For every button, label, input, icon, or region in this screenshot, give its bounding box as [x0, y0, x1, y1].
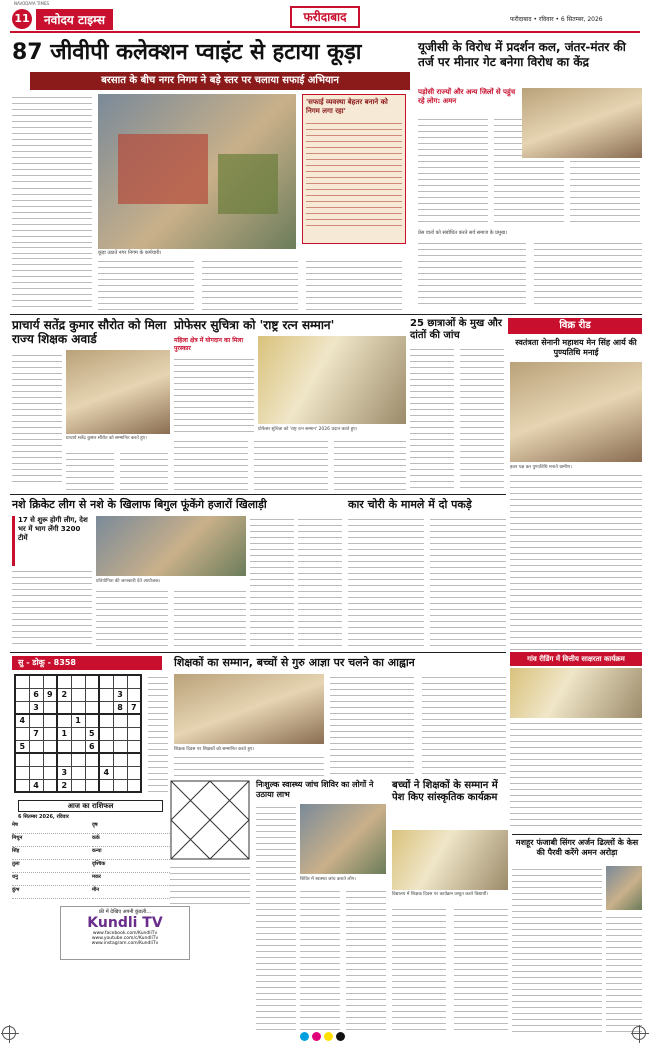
sudoku-cell [127, 740, 141, 753]
color-dot [324, 1032, 333, 1041]
rashifal-sign: कुंभ [12, 887, 90, 899]
sudoku-cell [71, 727, 85, 740]
lead-quote: 'सफाई व्यवस्था बेहतर बनाने को निगम लगा रहा' [306, 98, 388, 115]
story4-photo [258, 336, 406, 424]
story2-body-lower [418, 240, 642, 308]
sudoku-cell [113, 675, 127, 688]
story11-body [512, 866, 602, 1034]
story4-body2 [174, 438, 406, 490]
story2-headline: यूजीसी के विरोध में प्रदर्शन कल, जंतर-मंतर की तर्ज पर मीनार गेट बनेगा विरोध का केंद्र [418, 40, 626, 69]
story3-body [12, 352, 62, 487]
sudoku-cell: 2 [57, 779, 71, 792]
sudoku-cell [15, 701, 29, 714]
story9-caption: शिविर में स्वास्थ्य जांच कराते लोग। [300, 877, 356, 882]
lead-body-lower [98, 258, 406, 310]
sudoku-cell: 3 [113, 688, 127, 701]
story6-box [12, 516, 92, 566]
sudoku-cell [127, 727, 141, 740]
weekly-sub-body [510, 720, 642, 830]
sudoku-cell: 6 [29, 688, 43, 701]
color-dot [336, 1032, 345, 1041]
story5-headline: 25 छात्राओं के मुख और दांतों की जांच [410, 318, 502, 341]
sudoku-cell [29, 740, 43, 753]
sudoku-cell [127, 753, 141, 766]
story6-body2 [96, 588, 246, 648]
divider [10, 652, 506, 653]
sudoku-cell [43, 740, 57, 753]
story9-headline: निःशुल्क स्वास्थ्य जांच शिविर का लोगों ने उठाया लाभ [256, 780, 374, 799]
story9-photo [300, 804, 386, 874]
sudoku-cell: 5 [15, 740, 29, 753]
sudoku-cell [43, 727, 57, 740]
color-dot [300, 1032, 309, 1041]
story3-headline: प्राचार्य सतेंद्र कुमार सौरोत को मिला राज्य शिक्षक अवार्ड [12, 318, 167, 346]
sudoku-cell [127, 766, 141, 779]
sudoku-cell [85, 675, 99, 688]
tiny-header: NAVODAYA TIMES [14, 1, 50, 6]
dateline: फरीदाबाद • रविवार • 6 सितम्बर, 2026 [510, 16, 603, 23]
sudoku-cell [43, 675, 57, 688]
kundli-ad [60, 906, 190, 960]
story9-body [256, 804, 296, 1034]
sudoku-cell [113, 727, 127, 740]
sudoku-cell [85, 766, 99, 779]
story7-headline: कार चोरी के मामले में दो पकड़े [348, 498, 472, 511]
rashifal-date: 6 सितम्बर 2026, रविवार [18, 814, 69, 820]
story6-photo-caption: प्रतियोगिता की जानकारी देते आयोजक। [96, 579, 161, 584]
rashifal-sign: मिथुन [12, 835, 90, 847]
story11-body2 [606, 914, 642, 1034]
sudoku-cell: 4 [99, 766, 113, 779]
divider [512, 834, 642, 835]
page-number: 11 [12, 9, 32, 29]
sudoku-cell [71, 766, 85, 779]
sudoku-cell: 1 [71, 714, 85, 727]
story2-subhead: पड़ोसी राज्यों और अन्य जिलों से पहुंच रहे लोग: अमन [418, 88, 516, 105]
sudoku-cell: 4 [29, 779, 43, 792]
story10-body [392, 906, 508, 1034]
story8-body-lower [174, 754, 324, 776]
story4-headline: प्रोफेसर सुचित्रा को 'राष्ट्र रत्न सम्मान' [174, 318, 335, 332]
sudoku-cell [99, 740, 113, 753]
story6-box-title: 17 से शुरू होगी लीग, देश भर में भाग लेंगी 3200 टीमें [18, 516, 88, 542]
sudoku-cell [29, 714, 43, 727]
sudoku-cell [15, 753, 29, 766]
sudoku-cell [43, 701, 57, 714]
registration-mark [632, 1026, 646, 1040]
sudoku-cell [127, 688, 141, 701]
sudoku-cell [99, 688, 113, 701]
story8-body [330, 674, 506, 774]
sudoku-cell [127, 714, 141, 727]
rashifal-sign: मेष [12, 822, 90, 834]
kundli-link-youtube[interactable]: www.youtube.com/c/KundliTv [91, 936, 159, 941]
sudoku-cell [71, 701, 85, 714]
sudoku-cell [127, 779, 141, 792]
story3-body2 [66, 450, 170, 490]
sudoku-cell [15, 766, 29, 779]
lead-headline: 87 जीवीपी कलेक्शन प्वाइंट से हटाया कूड़ा [12, 40, 362, 65]
sudoku-cell [85, 753, 99, 766]
sudoku-cell [99, 714, 113, 727]
story11-headline: मशहूर फंजाबी सिंगर अर्जन ढिल्लों के केस की पैरवी करेंगे अमन अरोड़ा [515, 838, 639, 857]
story5-body [410, 346, 505, 492]
story8-headline: शिक्षकों का सम्मान, बच्चों से गुरु आज्ञा पर चलने का आह्वान [174, 656, 415, 669]
sudoku-cell [43, 779, 57, 792]
sudoku-cell: 6 [85, 740, 99, 753]
story6-photo [96, 516, 246, 576]
kundli-chart [170, 780, 250, 860]
rashifal-title: आज का राशिफल [18, 800, 163, 812]
sudoku-cell [71, 675, 85, 688]
weekly-caption: हवन यज्ञ कर पुण्यतिथि मनाते ग्रामीण। [510, 465, 572, 470]
divider [10, 494, 506, 495]
sudoku-cell [43, 766, 57, 779]
sudoku-cell [113, 714, 127, 727]
sudoku-cell: 8 [113, 701, 127, 714]
lead-subhead: बरसात के बीच नगर निगम ने बड़े स्तर पर चलाया सफाई अभियान [30, 72, 410, 90]
sudoku-cell [113, 779, 127, 792]
sudoku-cell: 2 [57, 688, 71, 701]
sudoku-cell [57, 740, 71, 753]
sudoku-cell [113, 753, 127, 766]
rashifal-sign: वृश्चिक [92, 861, 170, 873]
story6-body3 [250, 516, 342, 648]
lead-quote-box [302, 94, 406, 244]
sudoku-cell [127, 675, 141, 688]
sudoku-cell [85, 701, 99, 714]
sudoku-cell: 3 [57, 766, 71, 779]
story10-headline: बच्चों ने शिक्षकों के सम्मान में पेश किए सांस्कृतिक कार्यक्रम [392, 780, 498, 803]
story2-photo [522, 88, 642, 158]
paper-name: नवोदय टाइम्स [36, 9, 113, 30]
sudoku-cell [57, 701, 71, 714]
kundli-text [170, 864, 250, 904]
sudoku-cell [85, 779, 99, 792]
story3-photo [66, 350, 170, 434]
rashifal-sign: कर्क [92, 835, 170, 847]
sudoku-cell [71, 753, 85, 766]
sudoku-cell: 1 [57, 727, 71, 740]
sudoku-cell [113, 766, 127, 779]
sudoku-cell: 5 [85, 727, 99, 740]
rashifal-sign: मीन [92, 887, 170, 899]
city-label: फरीदाबाद [290, 6, 360, 28]
sudoku-cell [113, 740, 127, 753]
sudoku-cell [85, 688, 99, 701]
sudoku-help [148, 674, 168, 794]
rashifal-sign: धनु [12, 874, 90, 886]
sudoku-cell [29, 766, 43, 779]
lead-photo [98, 94, 296, 249]
story4-photo-caption: प्रोफेसर सुचित्रा को 'राष्ट्र रत्न सम्मान' 2026 प्रदान करते हुए। [258, 427, 358, 432]
sudoku-cell [15, 779, 29, 792]
color-dot [312, 1032, 321, 1041]
story7-body [348, 516, 506, 648]
sudoku-cell [71, 740, 85, 753]
kundli-tagline: फ्री में देखिए अपनी कुंडली... [98, 909, 151, 915]
sudoku-cell [99, 727, 113, 740]
story3-photo-caption: प्राचार्य सतेंद्र कुमार सौरोत को सम्मानित करते हुए। [66, 436, 147, 441]
sudoku-cell [29, 675, 43, 688]
sudoku-cell [99, 675, 113, 688]
sudoku-grid [14, 674, 142, 793]
rashifal-sign: तुला [12, 861, 90, 873]
sudoku-cell: 7 [127, 701, 141, 714]
sudoku-cell [15, 727, 29, 740]
rashifal-sign: वृष [92, 822, 170, 834]
sudoku-cell [99, 779, 113, 792]
lead-body-left-lower [12, 255, 92, 310]
story2-photo-caption: प्रेस वार्ता को संबोधित करते सर्व समाज के प्रमुख। [418, 230, 507, 236]
story9-body2 [300, 888, 386, 1034]
story6-headline: नशे क्रिकेट लीग से नशे के खिलाफ बिगुल फूंकेंगे हजारों खिलाड़ी [12, 498, 267, 511]
sudoku-cell: 3 [29, 701, 43, 714]
registration-mark [2, 1026, 16, 1040]
weekly-headline: स्वतंत्रता सेनानी महाशय मेन सिंह आर्य की पुण्यतिथि मनाई [515, 338, 637, 357]
kundli-link-facebook[interactable]: www.facebook.com/KundliTv [92, 931, 158, 936]
story8-photo [174, 674, 324, 744]
story4-subhead: महिला क्षेत्र में योगदान का मिला पुरस्कार [174, 337, 244, 352]
sudoku-cell [57, 675, 71, 688]
masthead-rule [10, 31, 640, 33]
rashifal-sign: कन्या [92, 848, 170, 860]
sudoku-cell [29, 753, 43, 766]
story10-photo [392, 830, 508, 890]
divider [10, 314, 642, 315]
lead-body-col2 [12, 185, 92, 247]
story4-body [174, 356, 254, 436]
kundli-brand: Kundli TV [87, 915, 163, 931]
story6-body [12, 568, 92, 648]
sudoku-cell [43, 714, 57, 727]
masthead [0, 0, 650, 34]
sudoku-title: सु - डोकू - 8358 [12, 656, 162, 670]
weekly-sub-photo [510, 668, 642, 718]
sudoku-cell [71, 688, 85, 701]
sudoku-cell [85, 714, 99, 727]
sudoku-cell [57, 714, 71, 727]
weekly-subsection: गांव रीडिंग में वित्तीय साक्षरता कार्यक्रम [510, 652, 642, 666]
sudoku-cell [15, 675, 29, 688]
rashifal-sign: सिंह [12, 848, 90, 860]
story10-photo-caption: विद्यालय में शिक्षक दिवस पर कार्यक्रम प्रस्तुत करते विद्यार्थी। [392, 892, 488, 897]
rashifal-sign: मकर [92, 874, 170, 886]
story11-photo [606, 866, 642, 910]
sudoku-cell [15, 688, 29, 701]
sudoku-cell: 7 [29, 727, 43, 740]
sudoku-cell [57, 753, 71, 766]
sudoku-cell [71, 779, 85, 792]
sudoku-cell: 4 [15, 714, 29, 727]
sudoku-cell [99, 753, 113, 766]
weekly-label: विक्र रीड [508, 318, 642, 334]
sudoku-cell [99, 701, 113, 714]
weekly-photo [510, 362, 642, 462]
sudoku-cell [43, 753, 57, 766]
lead-photo-caption: कूड़ा उठाते नगर निगम के कर्मचारी। [98, 250, 162, 256]
sudoku-cell: 9 [43, 688, 57, 701]
story8-photo-caption: शिक्षक दिवस पर शिक्षकों को सम्मानित करते हुए। [174, 747, 255, 752]
weekly-body [510, 472, 642, 650]
kundli-link-instagram[interactable]: www.instagram.com/KundliTv [91, 941, 159, 946]
